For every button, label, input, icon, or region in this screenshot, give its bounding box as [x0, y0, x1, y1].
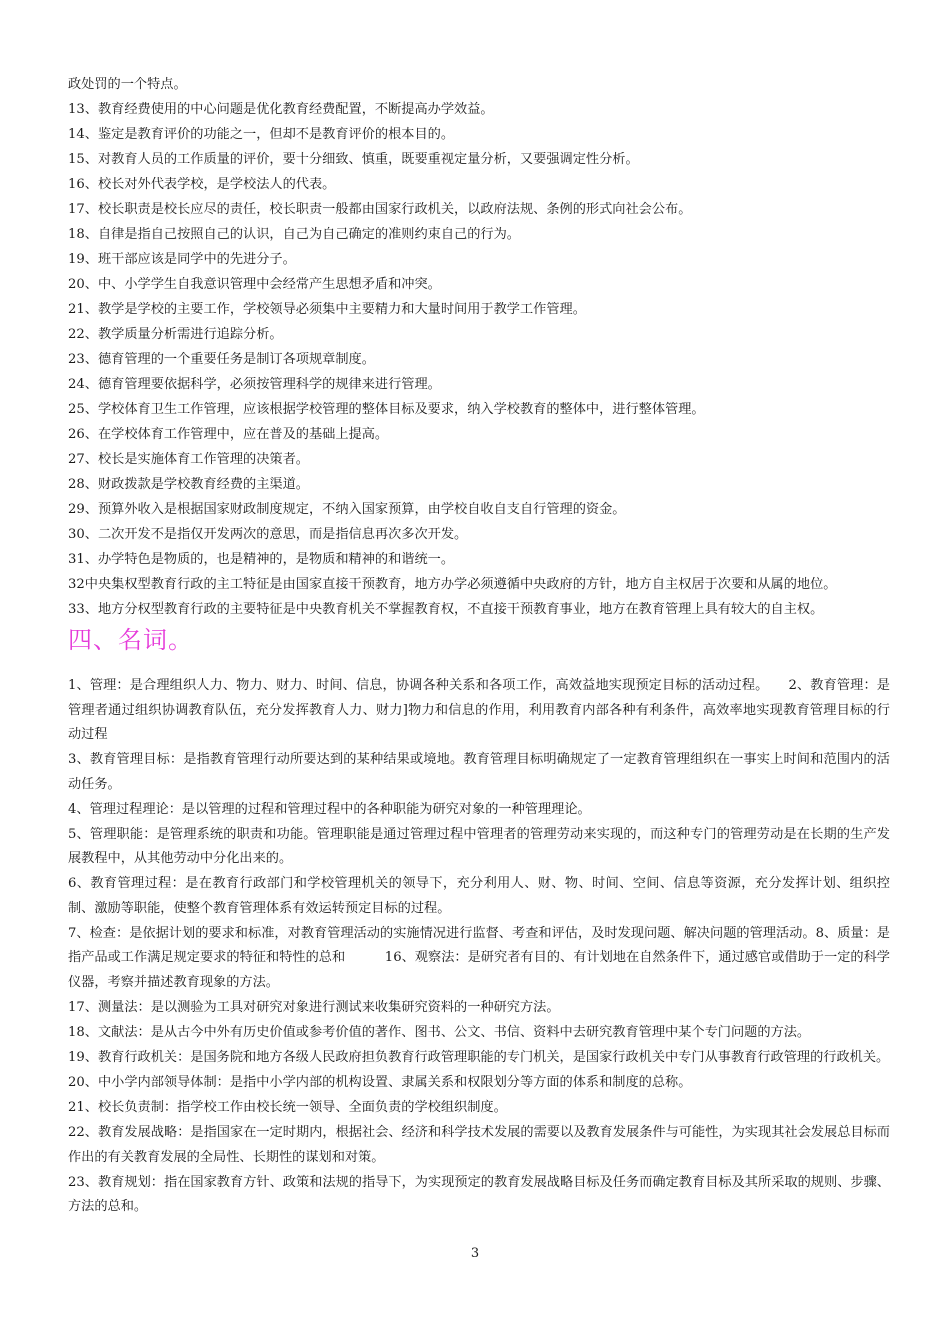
list-item: 政处罚的一个特点。	[68, 77, 187, 92]
document-page	[68, 72, 890, 1220]
spacer	[68, 664, 890, 674]
definition-item: 19、教育行政机关：是国务院和地方各级人民政府担负教育行政管理职能的专门机关，是国家行政机关中专门从事教育行政管理的行政机关。	[68, 1050, 890, 1066]
list-item: 27、校长是实施体育工作管理的决策者。	[68, 452, 309, 467]
list-item: 24、德育管理要依据科学，必须按管理科学的规律来进行管理。	[68, 377, 441, 392]
list-item: 17、校长职责是校长应尽的责任，校长职责一般都由国家行政机关，以政府法规、条例的形式向社会公布。	[68, 202, 692, 217]
list-item: 14、鉴定是教育评价的功能之一，但却不是教育评价的根本目的。	[68, 127, 455, 142]
definition-item: 22、教育发展战略：是指国家在一定时期内，根据社会、经济和科学技术发展的需要以及教育发展条件与可能性，为实现其社会发展总目标而作出的有关教育发展的全局性、长期性的谋划和对策。	[68, 1124, 890, 1165]
list-item: 26、在学校体育工作管理中，应在普及的基础上提高。	[68, 427, 389, 442]
definition-item: 20、中小学内部领导体制：是指中小学内部的机构设置、隶属关系和权限划分等方面的体系和制度的总称。	[68, 1075, 692, 1091]
list-item: 19、班干部应该是同学中的先进分子。	[68, 252, 296, 267]
page-number: 3	[470, 1246, 480, 1261]
list-item: 30、二次开发不是指仅开发两次的意思，而是指信息再次多次开发。	[68, 527, 468, 542]
list-item: 25、学校体育卫生工作管理，应该根据学校管理的整体目标及要求，纳入学校教育的整体中，进行整体管理。	[68, 402, 705, 417]
definition-item: 18、文献法：是从古今中外有历史价值或参考价值的著作、图书、公文、书信、资料中去研究教育管理中某个专门问题的方法。	[68, 1025, 811, 1041]
section-heading: 四、名词。	[68, 626, 193, 654]
definition-list	[68, 674, 890, 1220]
list-item: 20、中、小学学生自我意识管理中会经常产生思想矛盾和冲突。	[68, 277, 441, 292]
list-item: 23、德育管理的一个重要任务是制订各项规章制度。	[68, 352, 375, 367]
list-item: 32中央集权型教育行政的主工特征是由国家直接干预教育，地方办学必须遵循中央政府的方针，地方自主权居于次要和从属的地位。	[68, 577, 837, 592]
list-item: 31、办学特色是物质的，也是精神的，是物质和精神的和谐统一。	[68, 552, 455, 567]
definition-item: 23、教育规划：指在国家教育方针、政策和法规的指导下，为实现预定的教育发展战略目标及任务而确定教育目标及其所采取的规则、步骤、方法的总和。	[68, 1174, 890, 1215]
list-item: 21、教学是学校的主要工作，学校领导必须集中主要精力和大量时间用于教学工作管理。	[68, 302, 586, 317]
list-item: 29、预算外收入是根据国家财政制度规定，不纳入国家预算，由学校自收自支自行管理的资金。	[68, 502, 626, 517]
judgement-list	[68, 72, 890, 622]
list-item: 18、自律是指自己按照自己的认识，自己为自己确定的准则约束自己的行为。	[68, 227, 520, 242]
definition-item: 17、测量法：是以测验为工具对研究对象进行测试来收集研究资料的一种研究方法。	[68, 1000, 560, 1016]
list-item: 16、校长对外代表学校，是学校法人的代表。	[68, 177, 336, 192]
definition-item: 4、管理过程理论：是以管理的过程和管理过程中的各种职能为研究对象的一种管理理论。	[68, 801, 591, 817]
definition-item: 3、教育管理目标：是指教育管理行动所要达到的某种结果或境地。教育管理目标明确规定了一定教育管理组织在一事实上时间和范围内的活动任务。	[68, 752, 890, 792]
list-item: 15、对教育人员的工作质量的评价，要十分细致、慎重，既要重视定量分析，又要强调定性分析。	[68, 152, 639, 167]
list-item: 28、财政拨款是学校教育经费的主渠道。	[68, 477, 309, 492]
definition-item: 1、管理：是合理组织人力、物力、财力、时间、信息，协调各种关系和各项工作，高效益地实现预定目标的活动过程。 2、教育管理：是管理者通过组织协调教育队伍，充分发挥教育人力、财力]物力和信息的作用，利用教育内部各种有利条件，高效率地实现教育管理目标的行动过程	[68, 678, 890, 743]
definition-item: 7、检查：是依据计划的要求和标准，对教育管理活动的实施情况进行监督、考查和评估，及时发现问题、解决问题的管理活动。8、质量：是指产品或工作满足规定要求的特征和特性的总和 16、观察法：是研究者有目的、有计划地在自然条件下，通过感官或借助于一定的科学仪器，考察并描述教育现象的方法。	[68, 925, 890, 991]
definition-item: 6、教育管理过程：是在教育行政部门和学校管理机关的领导下，充分利用人、财、物、时间、空间、信息等资源，充分发挥计划、组织控制、激励等职能，使整个教育管理体系有效运转预定目标的过程。	[68, 876, 890, 916]
list-item: 22、教学质量分析需进行追踪分析。	[68, 327, 283, 342]
definition-item: 21、校长负责制：指学校工作由校长统一领导、全面负责的学校组织制度。	[68, 1100, 507, 1115]
definition-item: 5、管理职能：是管理系统的职责和功能。管理职能是通过管理过程中管理者的管理劳动来实现的，而这种专门的管理劳动是在长期的生产发展教程中，从其他劳动中分化出来的。	[68, 826, 890, 867]
list-item: 13、教育经费使用的中心问题是优化教育经费配置，不断提高办学效益。	[68, 102, 494, 117]
list-item: 33、地方分权型教育行政的主要特征是中央教育机关不掌握教育权，不直接干预教育事业，地方在教育管理上具有较大的自主权。	[68, 602, 824, 617]
